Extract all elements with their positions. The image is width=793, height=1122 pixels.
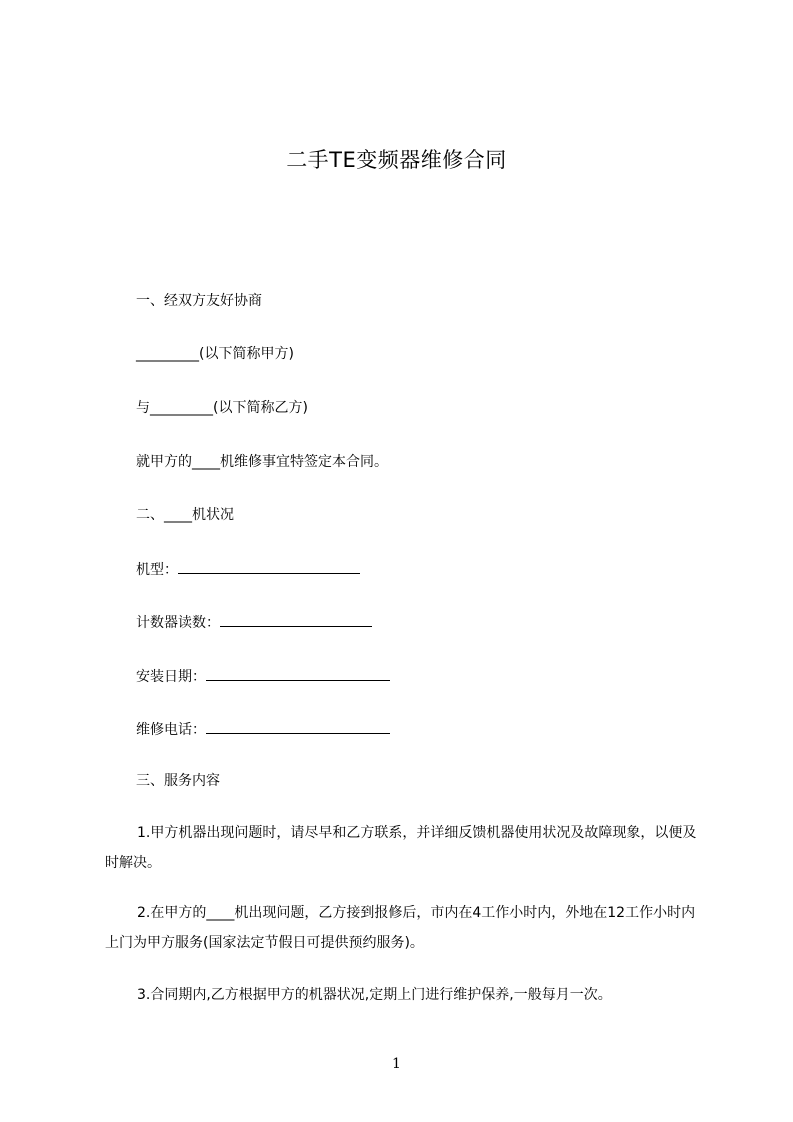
purpose-blank: ____ bbox=[192, 454, 220, 470]
party-b-prefix: 与 bbox=[136, 400, 150, 416]
party-b-blank: _________ bbox=[150, 400, 213, 416]
install-date-line bbox=[136, 666, 390, 687]
section2-suffix: 机状况 bbox=[192, 507, 234, 523]
service-item-1: 1.甲方机器出现问题时，请尽早和乙方联系，并详细反馈机器使用状况及故障现象，以便及时解决。 bbox=[105, 825, 697, 871]
model-field-underline bbox=[178, 559, 360, 574]
section2-heading bbox=[136, 505, 234, 525]
repair-phone-field-underline bbox=[206, 719, 390, 734]
service-item-2 bbox=[105, 898, 705, 958]
party-a-blank: _________ bbox=[136, 346, 199, 362]
page-number: 1 bbox=[392, 1056, 401, 1072]
purpose-suffix: 机维修事宜特签定本合同。 bbox=[220, 454, 388, 470]
section2-blank: ____ bbox=[164, 507, 192, 523]
party-b-line bbox=[136, 398, 308, 418]
install-date-field-underline bbox=[206, 666, 390, 681]
purpose-prefix: 就甲方的 bbox=[136, 454, 192, 470]
item2-prefix: 2.在甲方的 bbox=[137, 905, 207, 921]
item2-blank: ____ bbox=[206, 905, 235, 921]
purpose-line bbox=[136, 452, 388, 472]
party-b-suffix: (以下简称乙方) bbox=[213, 400, 308, 416]
section3-heading: 三、服务内容 bbox=[136, 773, 220, 789]
section1-heading: 一、经双方友好协商 bbox=[136, 293, 262, 309]
model-line bbox=[136, 559, 360, 580]
model-label: 机型： bbox=[136, 562, 178, 578]
counter-label: 计数器读数： bbox=[136, 615, 220, 631]
party-a-line bbox=[136, 344, 294, 364]
counter-line bbox=[136, 612, 372, 633]
repair-phone-line bbox=[136, 719, 390, 740]
counter-field-underline bbox=[220, 612, 372, 627]
service-item-3: 3.合同期内,乙方根据甲方的机器状况,定期上门进行维护保养,一般每月一次。 bbox=[137, 987, 612, 1003]
item2-suffix: 机出现问题，乙方接到报修后，市内在4工作小时内，外地在12工作小时内上门为甲方服务(国家法定节假日可提供预约服务)。 bbox=[105, 905, 696, 951]
section2-prefix: 二、 bbox=[136, 507, 164, 523]
document-title: 二手TE变频器维修合同 bbox=[286, 148, 507, 172]
repair-phone-label: 维修电话： bbox=[136, 722, 206, 738]
install-date-label: 安装日期： bbox=[136, 669, 206, 685]
party-a-suffix: (以下简称甲方) bbox=[199, 346, 294, 362]
